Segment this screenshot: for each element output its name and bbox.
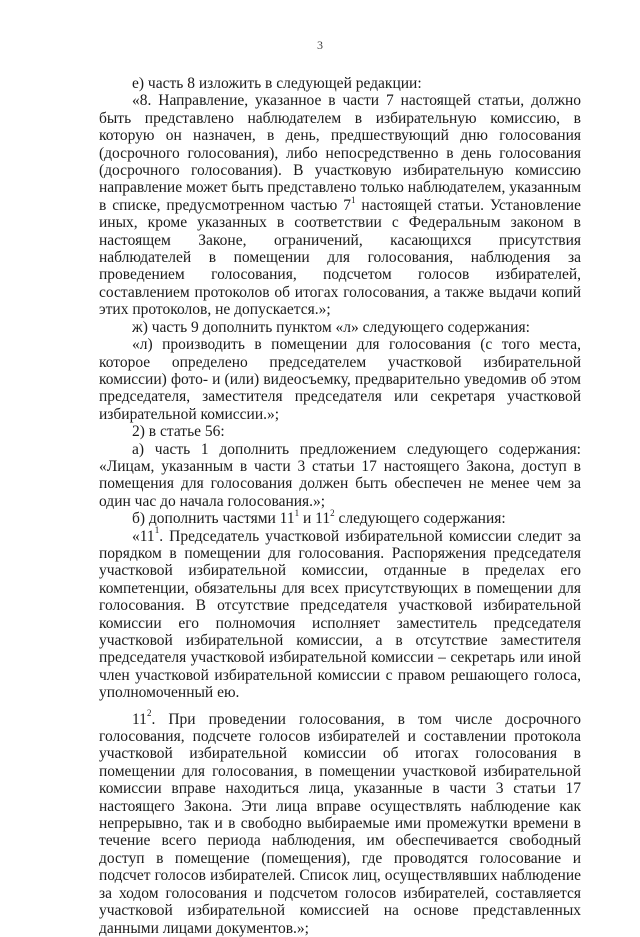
paragraph-article-56: 2) в статье 56:	[132, 423, 225, 441]
paragraph-b-parts-11: б) дополнить частями $11^1$ и $11^2$ следующего содержания:	[132, 508, 506, 528]
paragraph-zh-part-9: ж) часть 9 дополнить пунктом «л» следующего содержания:	[132, 318, 530, 336]
paragraph-part-11-1: «$11^1$. Председатель участковой избирательной комиссии следит за порядком в помещении для голосования. Распоряжения председателя участковой избирательной комиссии, отданные в пределах его компетенции, обязательны для всех присутствующих в помещении для голосования. В отсутствие председателя участковой избирательной комиссии его полномочия исполняет заместитель председателя участковой избирательной комиссии, а в отсутствие заместителя председателя участковой избирательной комиссии – секретарь или иной член участковой избирательной комиссии с правом решающего голоса, уполномоченный ею.	[99, 525, 581, 702]
paragraph-item-l: «л) производить в помещении для голосования (с того места, которое определено председателем участковой избирательной комиссии) фото- и (или) видеосъемку, предварительно уведомив об этом председателя, заместителя председателя или секретаря участковой избирательной комиссии.»;	[99, 336, 581, 423]
paragraph-a-part-1: а) часть 1 дополнить предложением следующего содержания: «Лицам, указанным в части 3 статьи 17 настоящего Закона, доступ в помещения для голосования должен быть обеспечен не менее чем за один час до начала голосования.»;	[99, 440, 581, 510]
paragraph-part-11-2: $11^2$. При проведении голосования, в том числе досрочного голосования, подсчете голосов избирателей и составлении протокола участковой избирательной комиссии об итогах голосования в помещении для голосования, в помещении участковой избирательной комиссии вправе находиться лица, указанные в части 3 статьи 17 настоящего Закона. Эти лица вправе осуществлять наблюдение как непрерывно, так и в свободно выбираемые ими промежутки времени в течение всего периода наблюдения, им обеспечивается свободный доступ в помещение (помещения), где проводятся голосование и подсчет голосов избирателей. Список лиц, осуществлявших наблюдение за ходом голосования и подсчетом голосов избирателей, составляется участковой избирательной комиссией на основе представленных данными лицами документов.»;	[99, 708, 581, 937]
paragraph-part-8-text: «8. Направление, указанное в части 7 настоящей статьи, должно быть представлено наблюдателем в избирательную комиссию, в которую он назначен, в день, предшествующий дню голосования (досрочного голосования), либо непосредственно в день голосования (досрочного голосования). В участковую избирательную комиссию направление может быть представлено только наблюдателем, указанным в списке, предусмотренном частью $7^1$ настоящей статьи. Установление иных, кроме указанных в соответствии с Федеральным законом в настоящем Законе, ограничений, касающихся присутствия наблюдателей в помещении для голосования, наблюдения за проведением голосования, подсчетом голосов избирателей, составлением протоколов об итогах голосования, а также выдачи копий этих протоколов, не допускается.»;	[99, 92, 581, 319]
page-number: 3	[317, 38, 323, 52]
paragraph-e-part-8: е) часть 8 изложить в следующей редакции:	[132, 75, 422, 92]
document-body	[99, 75, 581, 937]
